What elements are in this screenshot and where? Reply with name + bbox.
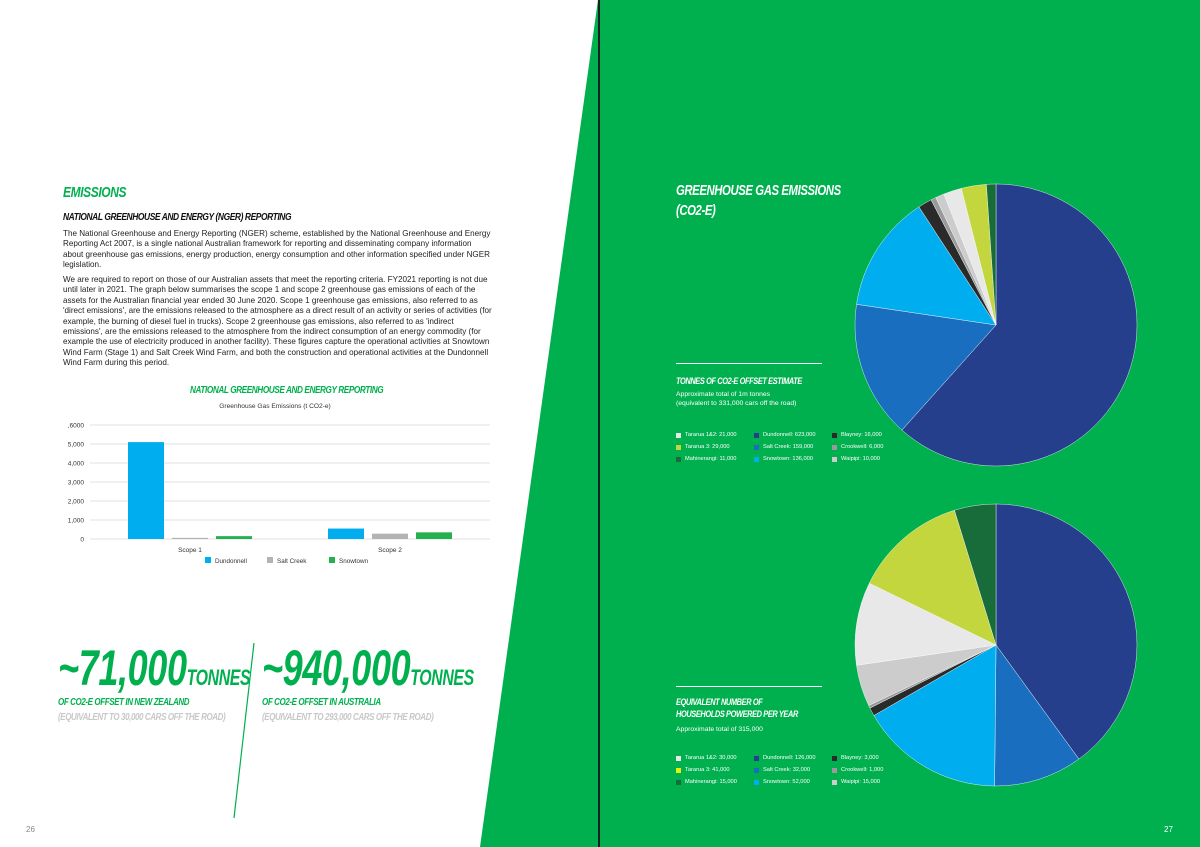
section1-subtitle (676, 391, 796, 408)
legend-label: Tararua 1&2: 21,000 (685, 432, 737, 438)
legend-swatch (832, 433, 837, 438)
section1-sub-line2: (equivalent to 331,000 cars off the road) (676, 399, 797, 407)
right-title-line1: GREENHOUSE GAS EMISSIONS (676, 183, 841, 199)
legend-label: Mahinerangi: 15,000 (685, 779, 737, 785)
legend-label: Dundonnell: 623,000 (763, 432, 816, 438)
legend-label: Snowtown (339, 558, 369, 565)
intro-paragraph: The National Greenhouse and Energy Reporting (NGER) scheme, established by the National Greenhouse and Energy Reporting Act 2007, is a single national Australian framework for reporting and disseminating company information about greenhouse gas emissions, energy production, energy consumption and other information specified under NGER legislation. (63, 229, 491, 270)
legend-swatch (832, 780, 837, 785)
reporting-paragraph: We are required to report on those of our Australian assets that meet the reporting criteria. FY2021 reporting is not due until later in 2021. The graph below summarises the scope 1 and scope 2 greenhouse gas emissions of each of the assets for the Australian financial year ended 30 June 2020. Scope 1 greenhouse gas emissions, also referred to as 'direct emissions', are the emissions released to the atmosphere as a direct result of an activity or series of activities (for example, the burning of diesel fuel in trucks). Scope 2 greenhouse gas emissions, also referred to as 'indirect emissions', are the emissions released to the atmosphere from the indirect consumption of an energy commodity (for example the use of electricity produced in another facility). These figures capture the operational activities at Snowtown Wind Farm (Stage 1) and Salt Creek Wind Farm, and both the construction and operational activities at the Dundonnell Wind Farm during this period. (63, 275, 492, 368)
legend-label: Snowtown: 52,000 (763, 779, 810, 785)
legend-item (754, 456, 813, 462)
bar-chart-title: NATIONAL GREENHOUSE AND ENERGY REPORTING (190, 385, 384, 396)
section1-title: TONNES OF CO2-E OFFSET ESTIMATE (676, 376, 802, 387)
stat-au-number (262, 640, 474, 703)
stat-nz-value: ~71,000 (58, 640, 187, 696)
legend-swatch (754, 756, 759, 761)
y-tick-label: 0 (80, 536, 84, 544)
x-tick-label: Scope 1 (178, 547, 202, 554)
legend-item (676, 779, 737, 785)
legend-swatch (676, 457, 681, 462)
stat-nz-label: OF CO2-E OFFSET IN NEW ZEALAND (58, 697, 190, 708)
legend-label: Crookwell: 1,000 (841, 767, 884, 773)
legend-swatch (676, 768, 681, 773)
legend-label: Snowtown: 136,000 (763, 456, 813, 462)
legend-item (676, 755, 737, 761)
stat-nz-note: (EQUIVALENT TO 30,000 CARS OFF THE ROAD) (58, 712, 226, 723)
legend-label: Dundonnell (215, 558, 247, 565)
section2-title-line1: EQUIVALENT NUMBER OF (676, 697, 763, 708)
legend-swatch (754, 780, 759, 785)
section-heading: EMISSIONS (63, 184, 127, 201)
legend-label: Tararua 1&2: 30,000 (685, 755, 737, 761)
legend-swatch (754, 768, 759, 773)
legend-label: Blayney: 16,000 (841, 432, 882, 438)
legend-swatch (832, 457, 837, 462)
legend-label: Salt Creek: 32,000 (763, 767, 811, 773)
legend-swatch (832, 768, 837, 773)
legend-item (754, 444, 813, 450)
stat-au-value: ~940,000 (262, 640, 411, 696)
legend-swatch (676, 756, 681, 761)
legend-swatch (676, 780, 681, 785)
bar-chart-subtitle: Greenhouse Gas Emissions (t CO2-e) (219, 403, 331, 410)
section-subheading: NATIONAL GREENHOUSE AND ENERGY (NGER) REPORTING (63, 211, 292, 223)
y-tick-label: 1,000 (67, 517, 84, 525)
right-title-line2: (CO2-E) (676, 203, 716, 219)
households-pie-chart (846, 500, 1142, 790)
page-number-right: 27 (1164, 825, 1173, 834)
legend-item (676, 456, 736, 462)
stat-au-note: (EQUIVALENT TO 293,000 CARS OFF THE ROAD) (262, 712, 434, 723)
legend-label: Tararua 3: 41,000 (685, 767, 730, 773)
legend-item (754, 755, 816, 761)
legend-swatch (832, 756, 837, 761)
y-tick-label: 5,000 (67, 441, 84, 449)
legend-item (676, 767, 730, 773)
section2-rule (676, 686, 822, 687)
legend-item (754, 767, 810, 773)
legend-label: Waipipi: 10,000 (841, 456, 880, 462)
legend-label: Tararua 3: 29,000 (685, 444, 730, 450)
y-tick-label: 2,000 (67, 498, 84, 506)
legend-item (676, 432, 737, 438)
legend-swatch (754, 445, 759, 450)
legend-swatch (832, 445, 837, 450)
legend-label: Salt Creek: 159,000 (763, 444, 814, 450)
stat-au-label: OF CO2-E OFFSET IN AUSTRALIA (262, 697, 381, 708)
stat-au-unit: TONNES (410, 665, 474, 690)
legend-label: Crookwell: 6,000 (841, 444, 884, 450)
page-number-left: 26 (26, 825, 35, 834)
y-tick-label: 4,000 (67, 460, 84, 468)
right-page-title (676, 181, 841, 221)
x-tick-label: Scope 2 (378, 547, 402, 554)
legend-swatch (754, 433, 759, 438)
legend-label: Dundonnell: 126,000 (763, 755, 816, 761)
legend-label: Blayney: 3,000 (841, 755, 879, 761)
legend-swatch (676, 445, 681, 450)
legend-label: Waipipi: 15,000 (841, 779, 880, 785)
legend-swatch (754, 457, 759, 462)
section1-rule (676, 363, 822, 364)
y-tick-label: ,6000 (67, 422, 84, 430)
legend-swatch (676, 433, 681, 438)
y-tick-label: 3,000 (67, 479, 84, 487)
co2-offset-pie-chart (846, 180, 1142, 470)
section2-title-line2: HOUSEHOLDS POWERED PER YEAR (676, 709, 798, 720)
section2-subtitle: Approximate total of 315,000 (676, 726, 763, 733)
legend-item (754, 432, 816, 438)
section1-sub-line1: Approximate total of 1m tonnes (676, 391, 771, 398)
stat-nz-number (58, 640, 251, 703)
stat-nz-unit: TONNES (186, 665, 251, 690)
section2-title (676, 697, 798, 721)
legend-item (676, 444, 730, 450)
legend-item (754, 779, 810, 785)
legend-label: Mahinerangi: 11,000 (685, 456, 737, 462)
legend-label: Salt Creek (277, 558, 307, 565)
